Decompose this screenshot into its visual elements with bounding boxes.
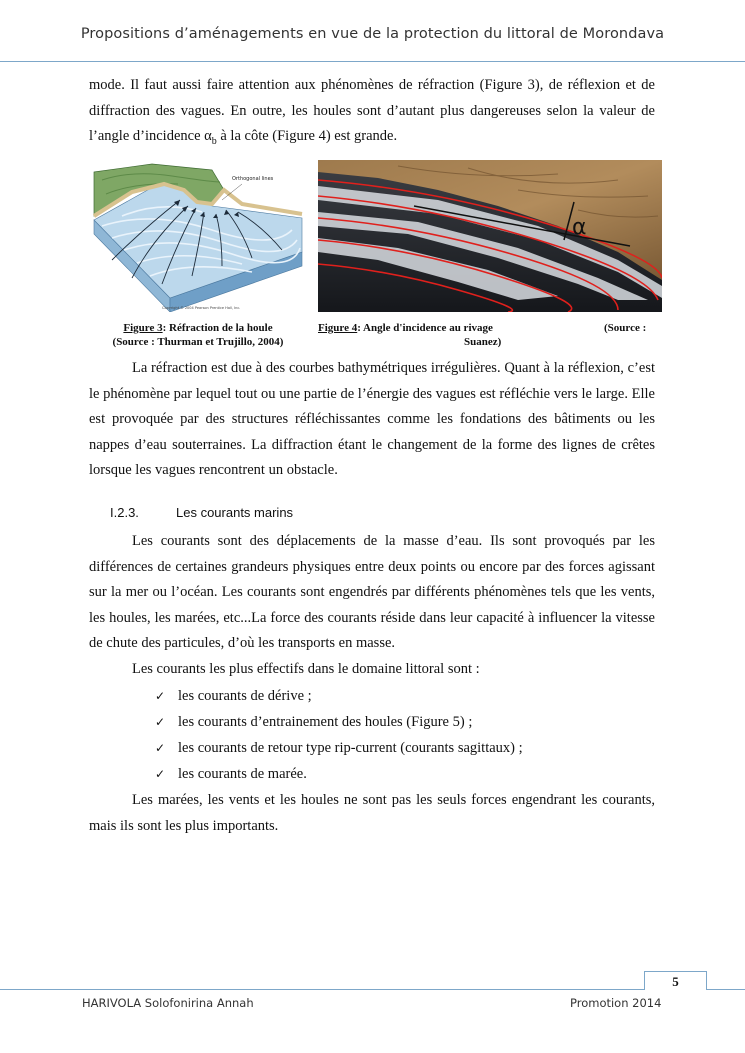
- intro-text: mode. Il faut aussi faire attention aux phénomènes de réfraction (Figure 3), de réflexion et de diffraction des vagues. En outre, les houles sont d’autant plus dangereuses selon la valeur de l’angle d’incidence α: [89, 77, 655, 144]
- list-item-text: les courants d’entrainement des houles (Figure 5) ;: [178, 714, 473, 730]
- check-icon: ✓: [155, 689, 166, 703]
- figure-4-source-open: (Source :: [604, 322, 647, 334]
- intro-text-end: à la côte (Figure 4) est grande.: [216, 128, 398, 144]
- figure-4-caption: [318, 321, 662, 349]
- list-intro: Les courants les plus effectifs dans le domaine littoral sont :: [132, 661, 480, 677]
- list-item: [155, 761, 523, 787]
- list-item: [155, 683, 523, 709]
- footer-promotion: Promotion 2014: [570, 996, 662, 1010]
- figure-3-refraction-diagram: [92, 160, 304, 312]
- section-number: I.2.3.: [110, 505, 139, 520]
- list-item-text: les courants de retour type rip-current (courants sagittaux) ;: [178, 740, 523, 756]
- footer-author: HARIVOLA Solofonirina Annah: [82, 996, 254, 1010]
- alpha-angle-label: α: [572, 215, 587, 240]
- page-header: [0, 0, 745, 62]
- courants-paragraph: Les courants sont des déplacements de la masse d’eau. Ils sont provoqués par les différences de certaines grandeurs physiques entre deux points ou encore par des forces agissant sur la mer ou l’océan. Les courants sont engendrés par différents phénomènes tels que les vents, les houles, les marées, etc...La force des courants réside dans leur capacité à influencer la vitesse de chute des particules, d’où les transports en masse.: [89, 533, 655, 651]
- figure-3-caption: [92, 321, 304, 349]
- figure-4-number: Figure 4: [318, 322, 358, 334]
- page-number: 5: [644, 971, 707, 990]
- section-title: Les courants marins: [176, 505, 294, 520]
- figure-3-source: (Source : Thurman et Trujillo, 2004): [112, 336, 284, 348]
- courants-list: [155, 683, 523, 787]
- figure-4-incidence-photo: [318, 160, 662, 312]
- figure-3-copyright: Copyright © 2004 Pearson Prentice Hall, Inc.: [162, 306, 241, 310]
- check-icon: ✓: [155, 767, 166, 781]
- figure-3-number: Figure 3: [123, 322, 163, 334]
- list-item: [155, 735, 523, 761]
- figure-3-title: : Réfraction de la houle: [162, 322, 273, 334]
- alpha-subscript: b: [211, 135, 217, 147]
- orthogonal-lines-label: Orthogonal lines: [232, 176, 274, 182]
- list-item-text: les courants de dérive ;: [178, 688, 312, 704]
- section-heading: [110, 505, 293, 520]
- figure-4-source-name: Suanez): [464, 336, 502, 348]
- check-icon: ✓: [155, 715, 166, 729]
- footer-divider: [0, 989, 745, 990]
- list-item-text: les courants de marée.: [178, 766, 307, 782]
- header-title: Propositions d’aménagements en vue de la protection du littoral de Morondava: [80, 26, 665, 42]
- list-item: [155, 709, 523, 735]
- refraction-paragraph: La réfraction est due à des courbes bathymétriques irrégulières. Quant à la réflexion, c’est le phénomène par lequel tout ou une partie de l’énergie des vagues est réfléchie vers le large. Elle est provoquée par des structures réfléchissantes comme les fondations des bâtiments ou les nappes d’eau souterraines. La diffraction étant le changement de la forme des lignes de crêtes lorsque les vagues rencontrent un obstacle.: [89, 360, 655, 478]
- check-icon: ✓: [155, 741, 166, 755]
- header-divider: [0, 61, 745, 62]
- figure-4-title: : Angle d'incidence au rivage: [357, 322, 493, 334]
- intro-paragraph: [89, 73, 655, 154]
- final-paragraph: Les marées, les vents et les houles ne sont pas les seuls forces engendrant les courants, mais ils sont les plus importants.: [89, 792, 655, 834]
